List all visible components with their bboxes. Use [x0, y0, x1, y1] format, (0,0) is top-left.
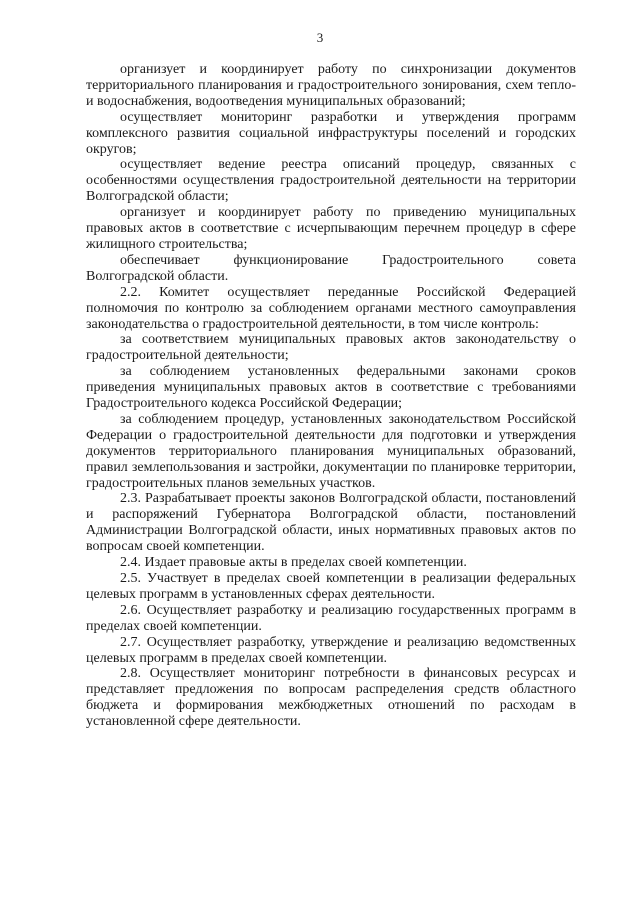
- paragraph: обеспечивает функционирование Градостроительного совета Волгоградской области.: [86, 252, 576, 284]
- paragraph: 2.2. Комитет осуществляет переданные Российской Федерацией полномочия по контролю за соблюдением органами местного самоуправления законодательства о градостроительной деятельности, в том числе контроль:: [86, 284, 576, 332]
- paragraph: 2.8. Осуществляет мониторинг потребности в финансовых ресурсах и представляет предложения по вопросам распределения средств областного бюджета и формирования межбюджетных отношений по расходам в установленной сфере деятельности.: [86, 666, 576, 730]
- paragraph: за соблюдением процедур, установленных законодательством Российской Федерации о градостроительной деятельности для подготовки и утверждения документов территориального планирования муниципальных образований, правил землепользования и застройки, документации по планировке территории, градостроительных планов земельных участков.: [86, 411, 576, 491]
- paragraph: 2.7. Осуществляет разработку, утверждение и реализацию ведомственных целевых программ в пределах своей компетенции.: [86, 634, 576, 666]
- page-number: 3: [316, 30, 324, 45]
- paragraph: 2.4. Издает правовые акты в пределах своей компетенции.: [120, 555, 467, 571]
- paragraph: организует и координирует работу по синхронизации документов территориального планирования и градостроительного зонирования, схем тепло- и водоснабжения, водоотведения муниципальных образований;: [86, 62, 576, 109]
- paragraph: за соответствием муниципальных правовых актов законодательству о градостроительной деятельности;: [86, 332, 576, 364]
- paragraph: 2.5. Участвует в пределах своей компетенции в реализации федеральных целевых программ в установленных сферах деятельности.: [86, 571, 576, 602]
- paragraph: 2.3. Разрабатывает проекты законов Волгоградской области, постановлений и распоряжений Губернатора Волгоградской области, постановлений Администрации Волгоградской области, иных нормативных правовых актов по вопросам своей компетенции.: [86, 491, 576, 555]
- paragraph: организует и координирует работу по приведению муниципальных правовых актов в соответствие с исчерпывающим перечнем процедур в сфере жилищного строительства;: [86, 205, 576, 252]
- paragraph: осуществляет мониторинг разработки и утверждения программ комплексного развития социальной инфраструктуры поселений и городских округов;: [86, 109, 576, 157]
- paragraph: за соблюдением установленных федеральными законами сроков приведения муниципальных правовых актов в соответствие с требованиями Градостроительного кодекса Российской Федерации;: [86, 364, 576, 412]
- paragraph: 2.6. Осуществляет разработку и реализацию государственных программ в пределах своей компетенции.: [86, 602, 576, 634]
- document-body: [86, 62, 576, 730]
- paragraph: осуществляет ведение реестра описаний процедур, связанных с особенностями осуществления градостроительной деятельности на территории Волгоградской области;: [86, 157, 576, 205]
